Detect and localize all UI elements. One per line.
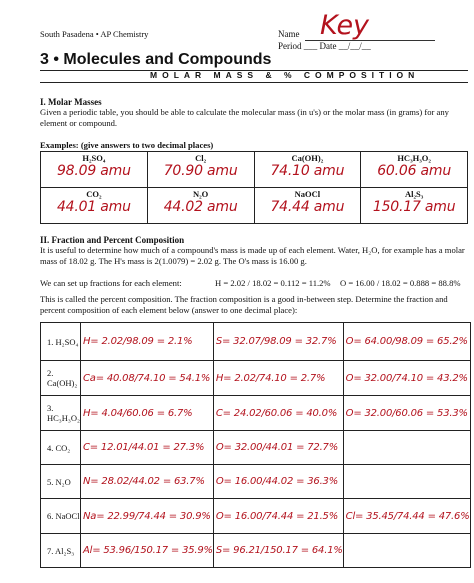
table-row <box>41 361 471 396</box>
compound-label: 7. Al₂S₃ <box>41 534 81 568</box>
molar-mass-grid <box>40 151 468 224</box>
course-label: South Pasadena • AP Chemistry <box>40 29 149 39</box>
answer-handwritten: O= 32.00/60.06 = 53.3% <box>343 396 470 431</box>
table-row <box>41 534 471 568</box>
page-subtitle: MOLAR MASS & % COMPOSITION <box>150 70 420 80</box>
examples-label: Examples: (give answers to two decimal places) <box>40 140 214 150</box>
section-2-heading: II. Fraction and Percent Composition <box>40 235 185 245</box>
answer-handwritten <box>343 534 470 568</box>
answer-handwritten: 150.17 amu <box>372 199 456 215</box>
answer-handwritten: 98.09 amu <box>56 163 131 179</box>
percent-composition-table <box>40 322 471 568</box>
compound-label: 2. Ca(OH)₂ <box>41 361 81 396</box>
answer-handwritten: 74.10 amu <box>270 163 345 179</box>
formula: N₂O <box>192 189 209 199</box>
answer-handwritten <box>343 431 470 465</box>
answer-handwritten: S= 96.21/150.17 = 64.1% <box>213 534 343 568</box>
compound-label: 6. NaOCl <box>41 499 81 534</box>
grid-cell <box>41 188 148 224</box>
answer-handwritten: H= 2.02/74.10 = 2.7% <box>213 361 343 396</box>
answer-handwritten: Al= 53.96/150.17 = 35.9% <box>80 534 213 568</box>
table-row <box>41 465 471 499</box>
formula: Al₂S₃ <box>404 189 424 199</box>
answer-handwritten: Ca= 40.08/74.10 = 54.1% <box>80 361 213 396</box>
period-date-label: Period ___ Date __/__/__ <box>278 41 371 51</box>
answer-handwritten: Cl= 35.45/74.44 = 47.6% <box>343 499 470 534</box>
section-1-text: Given a periodic table, you should be able to calculate the molecular mass (in u's) or the molar mass (in grams) for any element or compound. <box>40 107 449 128</box>
name-handwritten: Key <box>320 10 369 41</box>
answer-handwritten: O= 16.00/44.02 = 36.3% <box>213 465 343 499</box>
grid-cell <box>147 152 254 188</box>
formula: H₂SO₄ <box>82 153 106 163</box>
section-1-heading: I. Molar Masses <box>40 97 102 107</box>
section-2-instructions: This is called the percent composition. The fraction composition is a good in-between step. Determine the fraction and percent composition of each element below (answer to one decimal place): <box>40 294 448 315</box>
answer-handwritten: 44.02 amu <box>163 199 238 215</box>
grid-cell <box>361 152 468 188</box>
formula: CO₂ <box>86 189 102 199</box>
answer-handwritten <box>343 465 470 499</box>
formula: NaOCl <box>294 189 321 199</box>
answer-handwritten: 44.01 amu <box>56 199 131 215</box>
formula: Ca(OH)₂ <box>291 153 324 163</box>
compound-label: 1. H₂SO₄ <box>41 323 81 361</box>
fractions-intro: We can set up fractions for each element: <box>40 278 182 288</box>
answer-handwritten: C= 24.02/60.06 = 40.0% <box>213 396 343 431</box>
table-row <box>41 396 471 431</box>
table-row <box>41 431 471 465</box>
section-2-intro: It is useful to determine how much of a compound's mass is made up of each element. Water, H₂O, for example has a molar mass of 18.02 g. The H's mass is 2(1.0079) = 2.02 g. The O's mass is 16.00 g. <box>40 245 465 266</box>
answer-handwritten: 70.90 amu <box>163 163 238 179</box>
grid-cell <box>254 188 361 224</box>
page-title: 3 • Molecules and Compounds <box>40 51 272 68</box>
compound-label: 5. N₂O <box>41 465 81 499</box>
answer-handwritten: O= 32.00/74.10 = 43.2% <box>343 361 470 396</box>
formula: Cl₂ <box>195 153 207 163</box>
answer-handwritten: H= 2.02/98.09 = 2.1% <box>80 323 213 361</box>
grid-cell <box>361 188 468 224</box>
answer-handwritten: 74.44 amu <box>270 199 345 215</box>
answer-handwritten: O= 32.00/44.01 = 72.7% <box>213 431 343 465</box>
answer-handwritten: S= 32.07/98.09 = 32.7% <box>213 323 343 361</box>
formula: HC₃H₃O₂ <box>397 153 431 163</box>
table-row <box>41 499 471 534</box>
answer-handwritten: O= 16.00/74.44 = 21.5% <box>213 499 343 534</box>
answer-handwritten: C= 12.01/44.01 = 27.3% <box>80 431 213 465</box>
answer-handwritten: O= 64.00/98.09 = 65.2% <box>343 323 470 361</box>
grid-cell <box>147 188 254 224</box>
fraction-o: O = 16.00 / 18.02 = 0.888 = 88.8% <box>340 278 461 288</box>
answer-handwritten: Na= 22.99/74.44 = 30.9% <box>80 499 213 534</box>
fraction-h: H = 2.02 / 18.02 = 0.112 = 11.2% <box>215 278 331 288</box>
grid-cell <box>41 152 148 188</box>
answer-handwritten: H= 4.04/60.06 = 6.7% <box>80 396 213 431</box>
grid-cell <box>254 152 361 188</box>
compound-label: 4. CO₂ <box>41 431 81 465</box>
table-row <box>41 323 471 361</box>
answer-handwritten: N= 28.02/44.02 = 63.7% <box>80 465 213 499</box>
compound-label: 3. HC₃H₃O₂ <box>41 396 81 431</box>
answer-handwritten: 60.06 amu <box>377 163 452 179</box>
name-label: Name <box>278 29 300 39</box>
